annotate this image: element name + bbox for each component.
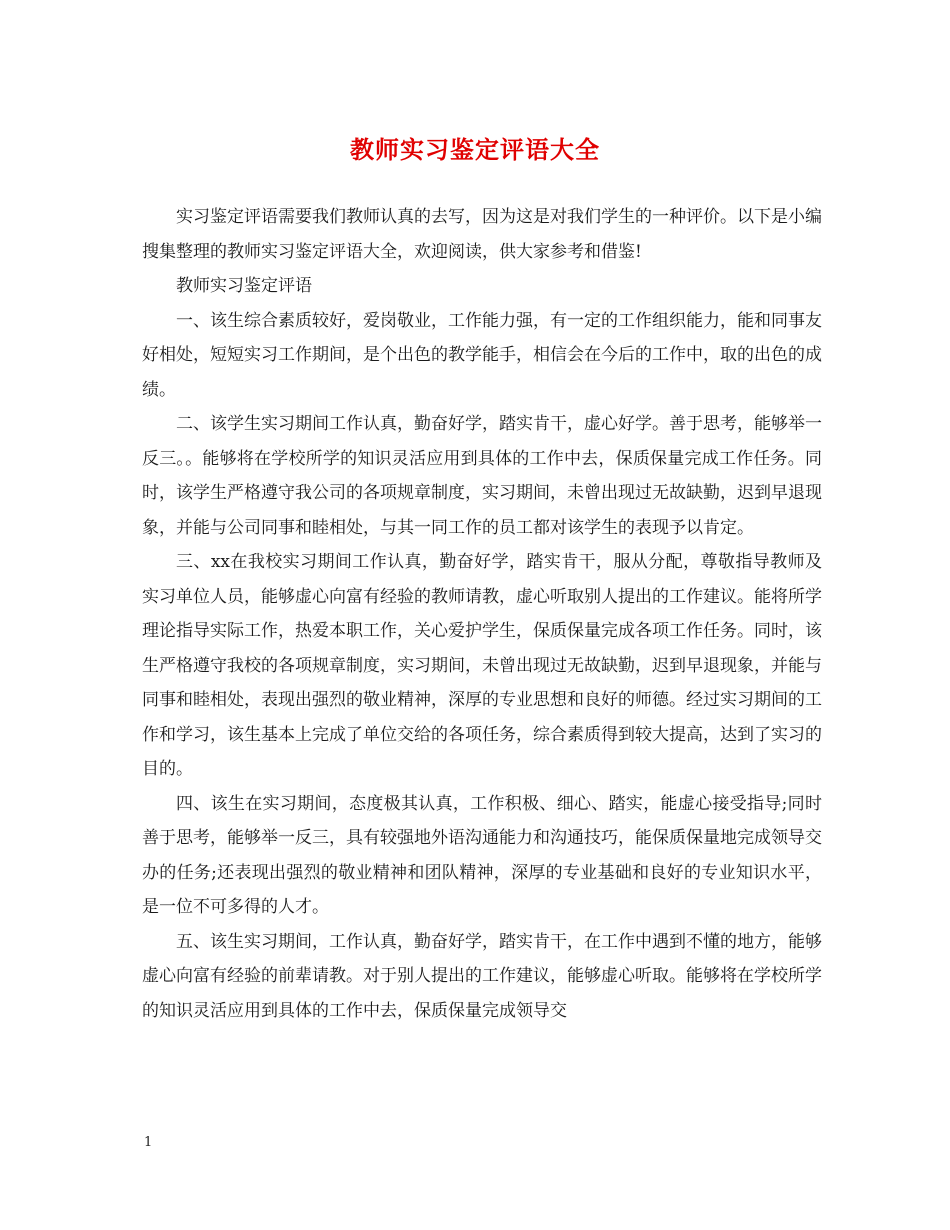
paragraph-comment-4: 四、该生在实习期间，态度极其认真，工作积极、细心、踏实，能虚心接受指导;同时善于思考，能够举一反三，具有较强地外语沟通能力和沟通技巧，能保质保量地完成领导交办的任务;还表现出强烈的敬业精神和团队精神，深厚的专业基础和良好的专业知识水平，是一位不可多得的人才。 [142, 793, 822, 917]
paragraph-comment-1: 一、该生综合素质较好，爱岗敬业，工作能力强，有一定的工作组织能力，能和同事友好相处，短短实习工作期间，是个出色的教学能手，相信会在今后的工作中，取的出色的成绩。 [142, 310, 822, 400]
document-body [142, 200, 822, 1028]
document-title: 教师实习鉴定评语大全 [350, 135, 600, 164]
page-number: 1 [144, 1135, 153, 1150]
paragraph-comment-2: 二、该学生实习期间工作认真，勤奋好学，踏实肯干，虚心好学。善于思考，能够举一反三。。能够将在学校所学的知识灵活应用到具体的工作中去，保质保量完成工作任务。同时，该学生严格遵守我公司的各项规章制度，实习期间，未曾出现过无故缺勤，迟到早退现象，并能与公司同事和睦相处，与其一同工作的员工都对该学生的表现予以肯定。 [142, 414, 822, 538]
paragraph-comment-3: 三、xx在我校实习期间工作认真，勤奋好学，踏实肯干，服从分配，尊敬指导教师及实习单位人员，能够虚心向富有经验的教师请教，虚心听取别人提出的工作建议。能将所学理论指导实际工作，热爱本职工作，关心爱护学生，保质保量完成各项工作任务。同时，该生严格遵守我校的各项规章制度，实习期间，未曾出现过无故缺勤，迟到早退现象，并能与同事和睦相处，表现出强烈的敬业精神，深厚的专业思想和良好的师德。经过实习期间的工作和学习，该生基本上完成了单位交给的各项任务，综合素质得到较大提高，达到了实习的目的。 [142, 552, 822, 779]
paragraph-heading: 教师实习鉴定评语 [176, 276, 312, 296]
paragraph-comment-5: 五、该生实习期间，工作认真，勤奋好学，踏实肯干，在工作中遇到不懂的地方，能够虚心向富有经验的前辈请教。对于别人提出的工作建议，能够虚心听取。能够将在学校所学的知识灵活应用到具体的工作中去，保质保量完成领导交 [142, 931, 822, 1021]
paragraph-intro: 实习鉴定评语需要我们教师认真的去写，因为这是对我们学生的一种评价。以下是小编搜集整理的教师实习鉴定评语大全，欢迎阅读，供大家参考和借鉴! [142, 207, 822, 262]
